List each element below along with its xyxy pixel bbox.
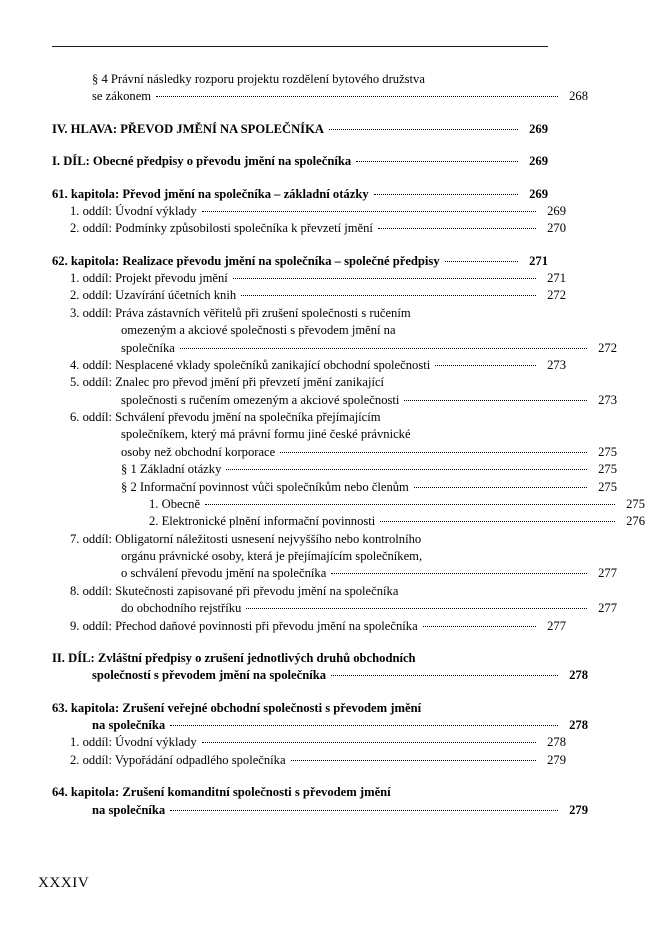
toc-entry <box>92 71 588 88</box>
toc-entry-label: se zákonem <box>92 89 152 104</box>
toc-entry-label: II. DÍL: Zvláštní předpisy o zrušení jednotlivých druhů obchodních <box>52 650 416 665</box>
toc-entry-label: společnosti s ručením omezeným a akciové společnosti <box>121 392 400 407</box>
toc-entry-label: na společníka <box>92 718 166 732</box>
toc-entry-page-number: 276 <box>626 514 645 529</box>
toc-entry <box>52 153 548 170</box>
toc-entry <box>70 409 566 426</box>
toc-entry-label: 5. oddíl: Znalec pro převod jmění při převzetí jmění zanikající <box>70 375 385 390</box>
toc-entry-page-number: 277 <box>598 601 617 616</box>
toc-entry-page-number: 270 <box>547 221 566 236</box>
toc-entry-page-number: 275 <box>626 496 645 511</box>
toc-entry-label: 62. kapitola: Realizace převodu jmění na společníka – společné předpisy <box>52 253 440 268</box>
toc-entry <box>70 287 566 304</box>
toc-entry <box>121 600 617 617</box>
toc-entry <box>52 121 548 138</box>
toc-entry <box>70 220 566 237</box>
toc-entry <box>121 426 617 443</box>
toc-entry-label: 1. Obecně <box>149 496 201 511</box>
toc-entry-label: společníka <box>121 340 175 355</box>
toc-entry-page-number: 279 <box>547 752 566 767</box>
toc-entry <box>70 374 566 391</box>
toc-entry <box>92 717 588 734</box>
toc-entry <box>121 392 617 409</box>
toc-entry-label: 1. oddíl: Úvodní výklady <box>70 735 197 750</box>
toc-entry-label: 1. oddíl: Projekt převodu jmění <box>70 271 228 285</box>
toc-entry-page-number: 277 <box>547 618 566 633</box>
toc-entry <box>92 802 588 819</box>
toc-entry-page-number: 275 <box>598 462 617 477</box>
toc-entry-label: 64. kapitola: Zrušení komanditní společnosti s převodem jmění <box>52 785 391 800</box>
toc-entry-page-number: 273 <box>547 357 566 372</box>
toc-entry-label: orgánu právnické osoby, která je přejímajícím společníkem, <box>121 549 423 563</box>
dot-leader <box>205 504 615 505</box>
toc-entry <box>52 700 548 717</box>
toc-entry <box>121 444 617 461</box>
toc-entry <box>70 305 566 322</box>
dot-leader <box>423 626 536 627</box>
toc-entry-page-number: 275 <box>598 479 617 494</box>
toc-entry <box>70 531 566 548</box>
toc-entry <box>121 340 617 357</box>
dot-leader <box>246 608 587 609</box>
toc-entry-label: na společníka <box>92 802 166 817</box>
header-rule <box>52 46 548 47</box>
toc-entry <box>121 322 617 339</box>
dot-leader <box>156 96 558 97</box>
toc-entry-label: do obchodního rejstříku <box>121 601 242 616</box>
toc-entry <box>149 496 645 513</box>
toc-entry-page-number: 269 <box>547 203 566 218</box>
toc-entry-page-number: 272 <box>598 340 617 355</box>
toc-entry-page-number: 271 <box>529 253 548 268</box>
toc-entry <box>70 734 566 751</box>
toc-entry <box>70 203 566 220</box>
toc-entry-page-number: 278 <box>569 668 588 683</box>
toc-entry <box>121 461 617 478</box>
toc-entry-label: I. DÍL: Obecné předpisy o převodu jmění na společníka <box>52 154 352 169</box>
toc-entry <box>52 784 548 801</box>
dot-leader <box>241 295 536 296</box>
dot-leader <box>378 228 536 229</box>
dot-leader <box>374 194 518 195</box>
toc-entry-label: 2. oddíl: Uzavírání účetních knih <box>70 288 237 303</box>
toc-entry-page-number: 269 <box>529 154 548 169</box>
dot-leader <box>404 400 587 401</box>
toc-entry <box>52 253 548 270</box>
toc-entry-page-number: 277 <box>598 566 617 581</box>
toc-entry <box>70 618 566 635</box>
toc-entry-label: 1. oddíl: Úvodní výklady <box>70 203 197 218</box>
dot-leader <box>280 452 587 453</box>
table-of-contents <box>52 71 645 819</box>
dot-leader <box>233 278 536 279</box>
toc-entry-label: omezeným a akciové společnosti s převodem jmění na <box>121 323 396 338</box>
toc-entry-label: 61. kapitola: Převod jmění na společníka – základní otázky <box>52 186 369 201</box>
toc-entry-page-number: 278 <box>547 735 566 750</box>
dot-leader <box>435 365 536 366</box>
page-folio: XXXIV <box>38 875 90 891</box>
toc-entry-label: 6. oddíl: Schválení převodu jmění na společníka přejímajícím <box>70 410 381 424</box>
toc-entry-label: § 1 Základní otázky <box>121 462 222 477</box>
dot-leader <box>170 725 558 726</box>
toc-entry-label: 9. oddíl: Přechod daňové povinnosti při převodu jmění na společníka <box>70 618 418 633</box>
toc-entry-label: osoby než obchodní korporace <box>121 444 276 459</box>
toc-entry-label: § 2 Informační povinnost vůči společníkům nebo členům <box>121 479 409 494</box>
toc-entry <box>149 513 645 530</box>
dot-leader <box>414 487 587 488</box>
toc-entry <box>121 479 617 496</box>
toc-entry-page-number: 273 <box>598 392 617 407</box>
toc-entry-page-number: 278 <box>569 718 588 732</box>
dot-leader <box>445 261 518 262</box>
toc-entry <box>70 752 566 769</box>
dot-leader <box>331 675 558 676</box>
toc-entry-label: 2. oddíl: Vypořádání odpadlého společníka <box>70 752 286 767</box>
toc-entry <box>70 357 566 374</box>
toc-entry-label: 63. kapitola: Zrušení veřejné obchodní společnosti s převodem jmění <box>52 700 422 715</box>
dot-leader <box>170 810 558 811</box>
dot-leader <box>291 760 536 761</box>
toc-entry-label: 2. Elektronické plnění informační povinnosti <box>149 514 376 529</box>
dot-leader <box>226 469 587 470</box>
toc-entry-page-number: 275 <box>598 444 617 459</box>
toc-entry-page-number: 279 <box>569 802 588 817</box>
toc-entry-label: 3. oddíl: Práva zástavních věřitelů při zrušení společnosti s ručením <box>70 305 411 320</box>
toc-entry-page-number: 268 <box>569 89 588 104</box>
toc-entry <box>92 88 588 105</box>
dot-leader <box>329 129 518 130</box>
toc-entry-page-number: 269 <box>529 121 548 136</box>
toc-entry <box>121 565 617 582</box>
toc-entry-label: 7. oddíl: Obligatorní náležitosti usnesení nejvyššího nebo kontrolního <box>70 531 422 546</box>
toc-entry-label: o schválení převodu jmění na společníka <box>121 566 327 581</box>
dot-leader <box>202 211 536 212</box>
dot-leader <box>180 348 587 349</box>
dot-leader <box>202 742 536 743</box>
toc-entry <box>70 270 566 287</box>
dot-leader <box>380 521 615 522</box>
toc-entry <box>70 583 566 600</box>
toc-entry-label: společníkem, který má právní formu jiné české právnické <box>121 427 411 442</box>
toc-entry <box>52 186 548 203</box>
toc-entry-page-number: 272 <box>547 288 566 303</box>
toc-entry <box>121 548 617 565</box>
toc-entry-page-number: 269 <box>529 186 548 201</box>
dot-leader <box>356 161 518 162</box>
toc-entry-label: § 4 Právní následky rozporu projektu rozdělení bytového družstva <box>92 72 425 86</box>
toc-entry-label: IV. HLAVA: PŘEVOD JMĚNÍ NA SPOLEČNÍKA <box>52 121 324 136</box>
toc-entry <box>92 667 588 684</box>
toc-entry <box>52 650 548 667</box>
toc-entry-label: 2. oddíl: Podmínky způsobilosti společníka k převzetí jmění <box>70 221 373 236</box>
toc-entry-page-number: 271 <box>547 271 566 285</box>
toc-entry-label: 4. oddíl: Nesplacené vklady společníků zanikající obchodní společnosti <box>70 357 431 372</box>
dot-leader <box>331 573 587 574</box>
toc-entry-label: 8. oddíl: Skutečnosti zapisované při převodu jmění na společníka <box>70 583 399 598</box>
toc-entry-label: společností s převodem jmění na společníka <box>92 668 327 683</box>
